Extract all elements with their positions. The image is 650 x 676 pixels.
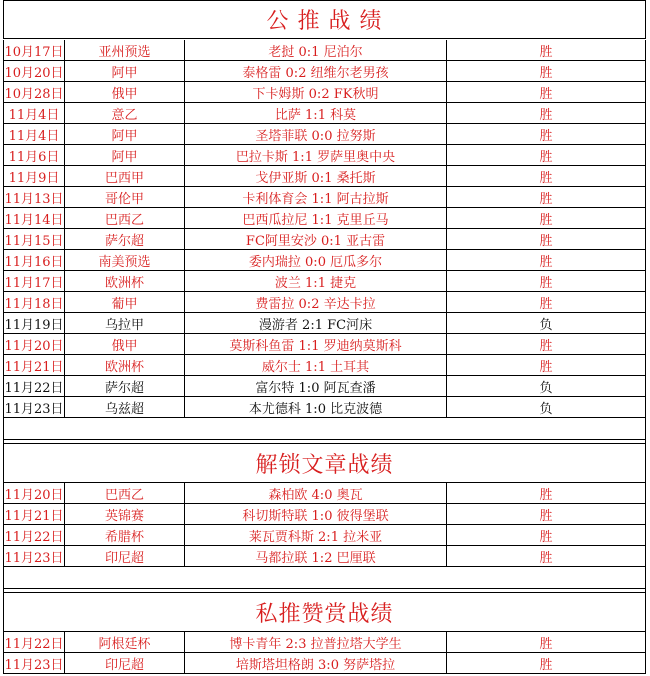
- league-cell: 萨尔超: [64, 376, 184, 396]
- league-cell: 巴西甲: [64, 166, 184, 186]
- table-row: [3, 187, 646, 208]
- result-cell: 负: [446, 313, 645, 333]
- match-cell: 莱瓦贾科斯 2:1 拉米亚: [184, 525, 446, 545]
- result-cell: 胜: [446, 103, 645, 123]
- date-cell: 11月16日: [4, 254, 64, 270]
- date-cell: 11月4日: [8, 107, 60, 123]
- table-row: [3, 124, 646, 145]
- date-cell: 11月23日: [4, 657, 64, 673]
- league-cell: 意乙: [64, 103, 184, 123]
- result-cell: 胜: [446, 334, 645, 354]
- result-cell: 胜: [446, 187, 645, 207]
- league-cell: 哥伦甲: [64, 187, 184, 207]
- table-row: [3, 82, 646, 103]
- match-cell: 泰格雷 0:2 纽维尔老男孩: [184, 61, 446, 81]
- table-row: [3, 355, 646, 376]
- league-cell: 欧洲杯: [64, 355, 184, 375]
- table-row: [3, 166, 646, 187]
- league-cell: 葡甲: [64, 292, 184, 312]
- date-cell: 10月28日: [4, 86, 64, 102]
- section-title-row: [3, 593, 646, 632]
- table-row: [3, 229, 646, 250]
- result-cell: 胜: [446, 250, 645, 270]
- table-row: [3, 313, 646, 334]
- date-cell: 11月9日: [8, 170, 60, 186]
- match-cell: 比萨 1:1 科莫: [184, 103, 446, 123]
- table-row: [3, 292, 646, 313]
- result-cell: 胜: [446, 271, 645, 291]
- table-row: [3, 208, 646, 229]
- table-row: [3, 250, 646, 271]
- league-cell: 阿甲: [64, 124, 184, 144]
- table-row: [3, 40, 646, 61]
- section-title: 公 推 战 绩: [266, 9, 383, 34]
- result-cell: 胜: [446, 145, 645, 165]
- match-cell: 巴拉卡斯 1:1 罗萨里奥中央: [184, 145, 446, 165]
- result-cell: 胜: [446, 653, 645, 673]
- table-row: [3, 145, 646, 166]
- result-cell: 胜: [446, 546, 645, 566]
- result-cell: 胜: [446, 483, 645, 503]
- match-cell: 费雷拉 0:2 辛达卡拉: [184, 292, 446, 312]
- league-cell: 英锦赛: [64, 504, 184, 524]
- result-cell: 负: [446, 376, 645, 396]
- match-cell: 马都拉联 1:2 巴厘联: [184, 546, 446, 566]
- date-cell: 11月15日: [4, 233, 64, 249]
- result-cell: 胜: [446, 40, 645, 60]
- date-cell: 11月14日: [4, 212, 64, 228]
- table-row: [3, 653, 646, 674]
- blank-row: [3, 418, 646, 440]
- match-cell: 委内瑞拉 0:0 厄瓜多尔: [184, 250, 446, 270]
- date-cell: 11月22日: [4, 380, 64, 396]
- table-row: [3, 397, 646, 418]
- result-cell: 胜: [446, 292, 645, 312]
- match-cell: 科切斯特联 1:0 彼得堡联: [184, 504, 446, 524]
- table-row: [3, 376, 646, 397]
- league-cell: 欧洲杯: [64, 271, 184, 291]
- match-cell: 卡利体育会 1:1 阿古拉斯: [184, 187, 446, 207]
- table-row: [3, 271, 646, 292]
- table-row: [3, 632, 646, 653]
- date-cell: 11月18日: [4, 296, 64, 312]
- date-cell: 11月19日: [4, 317, 64, 333]
- match-cell: 威尔士 1:1 土耳其: [184, 355, 446, 375]
- league-cell: 亚州预选: [64, 40, 184, 60]
- date-cell: 11月6日: [8, 149, 60, 165]
- league-cell: 阿甲: [64, 145, 184, 165]
- date-cell: 11月23日: [4, 550, 64, 566]
- table-row: [3, 103, 646, 124]
- match-cell: 巴西瓜拉尼 1:1 克里丘马: [184, 208, 446, 228]
- result-cell: 胜: [446, 124, 645, 144]
- date-cell: 11月13日: [4, 191, 64, 207]
- result-cell: 胜: [446, 61, 645, 81]
- date-cell: 10月20日: [4, 65, 64, 81]
- match-cell: 培斯塔坦格朗 3:0 努萨塔拉: [184, 653, 446, 673]
- match-cell: 戈伊亚斯 0:1 桑托斯: [184, 166, 446, 186]
- section-title-row: [3, 444, 646, 483]
- section-title: 解锁文章战绩: [255, 452, 394, 478]
- league-cell: 南美预选: [64, 250, 184, 270]
- table-row: [3, 504, 646, 525]
- match-cell: FC阿里安沙 0:1 亚古雷: [184, 229, 446, 249]
- league-cell: 印尼超: [64, 546, 184, 566]
- result-cell: 胜: [446, 166, 645, 186]
- table-row: [3, 483, 646, 504]
- league-cell: 阿甲: [64, 61, 184, 81]
- table-row: [3, 61, 646, 82]
- date-cell: 11月20日: [4, 487, 64, 503]
- result-cell: 胜: [446, 355, 645, 375]
- match-cell: 漫游者 2:1 FC河床: [184, 313, 446, 333]
- league-cell: 乌兹超: [64, 397, 184, 417]
- result-cell: 胜: [446, 632, 645, 652]
- date-cell: 11月23日: [4, 401, 64, 417]
- date-cell: 11月21日: [4, 508, 64, 524]
- match-cell: 莫斯科鱼雷 1:1 罗迪纳莫斯科: [184, 334, 446, 354]
- match-cell: 波兰 1:1 捷克: [184, 271, 446, 291]
- match-cell: 博卡青年 2:3 拉普拉塔大学生: [184, 632, 446, 652]
- match-cell: 森柏欧 4:0 奥瓦: [184, 483, 446, 503]
- date-cell: 11月22日: [4, 529, 64, 545]
- league-cell: 印尼超: [64, 653, 184, 673]
- table-row: [3, 546, 646, 567]
- result-cell: 负: [446, 397, 645, 417]
- date-cell: 10月17日: [4, 44, 64, 60]
- date-cell: 11月21日: [4, 359, 64, 375]
- blank-row: [3, 567, 646, 589]
- date-cell: 11月17日: [4, 275, 64, 291]
- match-cell: 圣塔菲联 0:0 拉努斯: [184, 124, 446, 144]
- league-cell: 阿根廷杯: [64, 632, 184, 652]
- league-cell: 希腊杯: [64, 525, 184, 545]
- date-cell: 11月20日: [4, 338, 64, 354]
- section-title: 私推赞赏战绩: [255, 601, 394, 627]
- result-cell: 胜: [446, 229, 645, 249]
- table-row: [3, 334, 646, 355]
- result-cell: 胜: [446, 82, 645, 102]
- league-cell: 俄甲: [64, 334, 184, 354]
- result-cell: 胜: [446, 525, 645, 545]
- result-cell: 胜: [446, 504, 645, 524]
- date-cell: 11月4日: [8, 128, 60, 144]
- date-cell: 11月22日: [4, 636, 64, 652]
- match-cell: 富尔特 1:0 阿瓦查潘: [184, 376, 446, 396]
- section-title-row: [3, 0, 646, 39]
- league-cell: 巴西乙: [64, 483, 184, 503]
- table-row: [3, 525, 646, 546]
- match-cell: 老挝 0:1 尼泊尔: [184, 40, 446, 60]
- result-cell: 胜: [446, 208, 645, 228]
- match-cell: 本尤德科 1:0 比克波德: [184, 397, 446, 417]
- league-cell: 俄甲: [64, 82, 184, 102]
- league-cell: 萨尔超: [64, 229, 184, 249]
- league-cell: 乌拉甲: [64, 313, 184, 333]
- league-cell: 巴西乙: [64, 208, 184, 228]
- match-cell: 下卡姆斯 0:2 FK秋明: [184, 82, 446, 102]
